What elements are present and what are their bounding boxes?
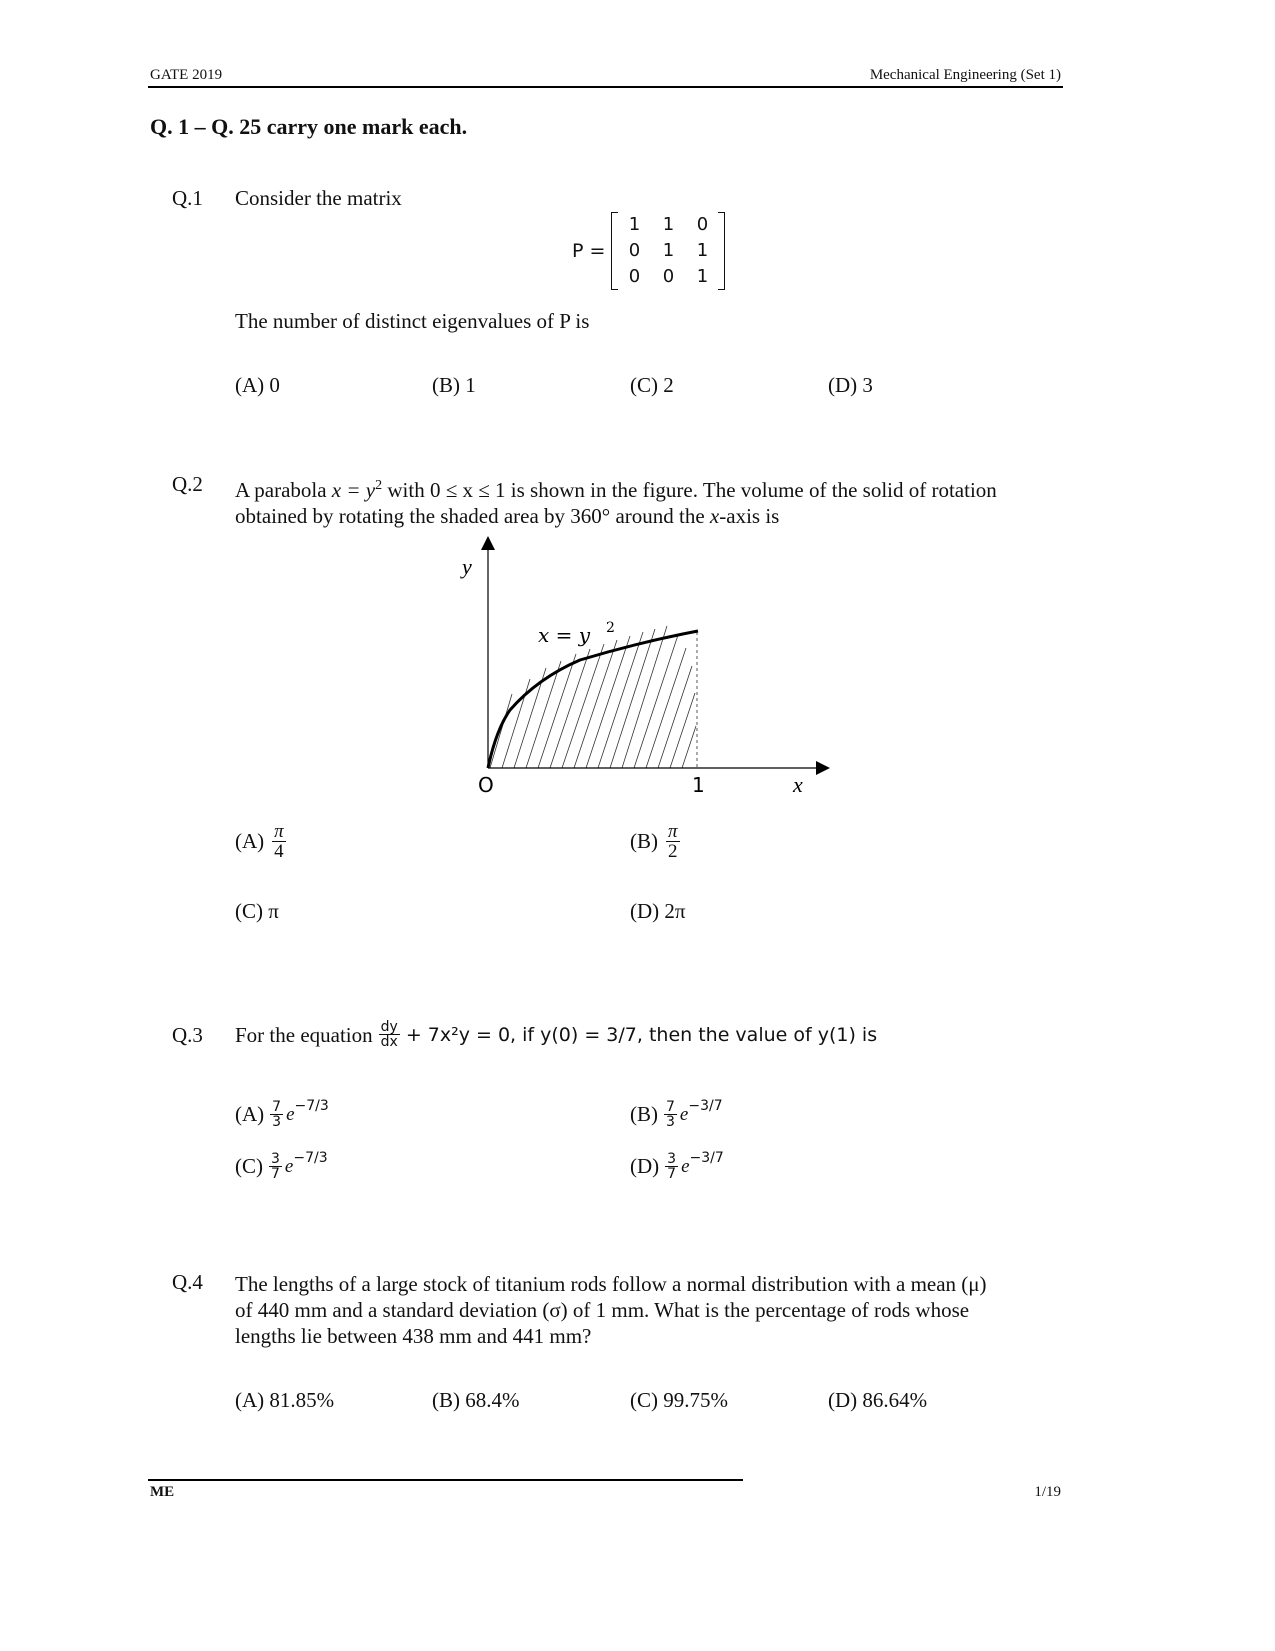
q3-option-a (235, 1097, 329, 1130)
q2-equation: x = y (331, 478, 376, 502)
header-exam-title: GATE 2019 (150, 67, 223, 83)
option-label: (C) (235, 1154, 263, 1178)
q2-option-b (630, 822, 683, 861)
header-rule (148, 86, 1063, 88)
hatch-line (490, 694, 512, 768)
q2-text-part: with (387, 478, 425, 502)
fraction-denominator: 7 (667, 1166, 677, 1182)
section-title: Q. 1 – Q. 25 carry one mark each. (150, 114, 468, 139)
fraction-numerator: π (668, 821, 678, 842)
q2-number: Q.2 (172, 472, 203, 496)
q4-number: Q.4 (172, 1270, 203, 1294)
fraction-denominator: 7 (271, 1166, 280, 1182)
footer-rule (148, 1479, 743, 1481)
q3-text-part: For the equation (235, 1022, 373, 1047)
fraction-denominator: dx (380, 1034, 398, 1050)
fraction-numerator: dy (380, 1019, 398, 1035)
matrix-cell: 0 (628, 266, 641, 287)
q3-option-c (235, 1149, 328, 1182)
q1-option-b: (B) 1 (432, 373, 476, 397)
option-label: (A) (235, 1102, 265, 1126)
matrix-cell: 1 (662, 214, 675, 235)
option-fraction (269, 1152, 282, 1181)
q1-matrix (611, 212, 725, 290)
q3-text (235, 1020, 877, 1049)
hatch-line (562, 644, 604, 768)
fraction-denominator: 4 (274, 841, 284, 862)
matrix-cell: 0 (696, 214, 709, 235)
q2-text-part: obtained by rotating the shaded area by 360° around the (235, 504, 705, 528)
x-axis-label: x (793, 772, 803, 797)
curve-label: x = y (538, 623, 591, 647)
option-exponent: −3/7 (689, 1149, 724, 1166)
option-fraction (666, 822, 680, 861)
hatch-line (646, 648, 686, 768)
option-label: (B) (630, 829, 658, 853)
fraction-numerator: 3 (667, 1151, 677, 1167)
q4-option-d: (D) 86.64% (828, 1388, 928, 1412)
q4-option-a: (A) 81.85% (235, 1388, 335, 1412)
matrix-cell: 1 (696, 240, 709, 261)
matrix-cell: 0 (628, 240, 641, 261)
matrix-cell: 1 (628, 214, 641, 235)
q2-parabola-figure (440, 530, 850, 810)
option-exponent: −3/7 (688, 1097, 723, 1114)
q3-number: Q.3 (172, 1023, 203, 1047)
footer-subject: ME (150, 1484, 175, 1500)
footer-page-number: 1/19 (1034, 1484, 1061, 1500)
q4-option-c: (C) 99.75% (630, 1388, 728, 1412)
option-fraction (664, 1100, 677, 1129)
q2-text-part: -axis is (719, 504, 780, 528)
q2-option-c: (C) π (235, 899, 279, 923)
fraction-numerator: 3 (271, 1151, 280, 1167)
q2-text-line2 (235, 502, 779, 530)
matrix-cell: 1 (696, 266, 709, 287)
header-paper-title: Mechanical Engineering (Set 1) (869, 67, 1061, 83)
q2-axis-var: x (709, 504, 720, 528)
origin-label: O (478, 773, 494, 797)
q1-text: Consider the matrix (235, 186, 402, 210)
q3-option-b (630, 1097, 723, 1130)
q4-text-line2: of 440 mm and a standard deviation (σ) of 1 mm. What is the percentage of rods whose (235, 1298, 970, 1322)
q4-option-b: (B) 68.4% (432, 1388, 520, 1412)
q2-text-part: is shown in the figure. The volume of the solid of rotation (510, 478, 997, 502)
hatch-line (550, 649, 590, 768)
fraction-denominator: 3 (666, 1114, 675, 1130)
q3-option-d (630, 1149, 724, 1182)
q3-derivative (379, 1020, 400, 1049)
matrix-cell: 1 (662, 240, 675, 261)
q2-option-a (235, 822, 289, 861)
q1-question: The number of distinct eigenvalues of P is (235, 309, 590, 333)
matrix-cell: 0 (662, 266, 675, 287)
option-base: e (681, 1155, 690, 1177)
curve-label-exponent: 2 (606, 620, 615, 636)
option-label: (D) (630, 1154, 660, 1178)
q2-text-part: A parabola (235, 478, 327, 502)
y-axis-arrow (481, 536, 495, 550)
option-base: e (679, 1103, 689, 1125)
option-label: (B) (630, 1102, 658, 1126)
hatch-line (682, 726, 696, 768)
q2-range: 0 ≤ x ≤ 1 (429, 478, 506, 502)
q4-text-line3: lengths lie between 438 mm and 441 mm? (235, 1324, 592, 1348)
hatch-line (634, 635, 678, 768)
option-exponent: −7/3 (294, 1097, 329, 1114)
q1-matrix-label: P = (572, 240, 606, 262)
fraction-numerator: 7 (666, 1099, 675, 1115)
q2-text-line1: A parabola $x = y^2$ with 0 ≤ x ≤ 1 is shown in the figure. The volume of the solid of rotation (235, 478, 997, 502)
q1-option-c: (C) 2 (630, 373, 674, 397)
option-fraction (665, 1152, 678, 1181)
hatch-line (670, 693, 695, 768)
option-fraction (272, 822, 286, 861)
q1-option-d: (D) 3 (828, 373, 873, 397)
option-base: e (284, 1155, 294, 1177)
option-base: e (286, 1103, 295, 1125)
y-axis-label: y (462, 554, 472, 579)
option-exponent: −7/3 (293, 1149, 328, 1166)
fraction-numerator: π (274, 821, 284, 842)
x-tick-1: 1 (692, 773, 705, 797)
q1-matrix-equation (572, 212, 725, 290)
q4-text-line1: The lengths of a large stock of titanium rods follow a normal distribution with a mean (μ) (235, 1272, 987, 1296)
x-axis-arrow (816, 761, 830, 775)
q1-number: Q.1 (172, 186, 203, 210)
fraction-numerator: 7 (272, 1099, 282, 1115)
q2-option-d: (D) 2π (630, 899, 686, 923)
option-fraction (270, 1100, 283, 1129)
q3-text-part: + 7x²y = 0, if y(0) = 3/7, then the value of y(1) is (405, 1023, 878, 1046)
option-label: (A) (235, 829, 265, 853)
fraction-denominator: 2 (668, 841, 678, 862)
fraction-denominator: 3 (272, 1114, 282, 1130)
q1-option-a: (A) 0 (235, 373, 280, 397)
